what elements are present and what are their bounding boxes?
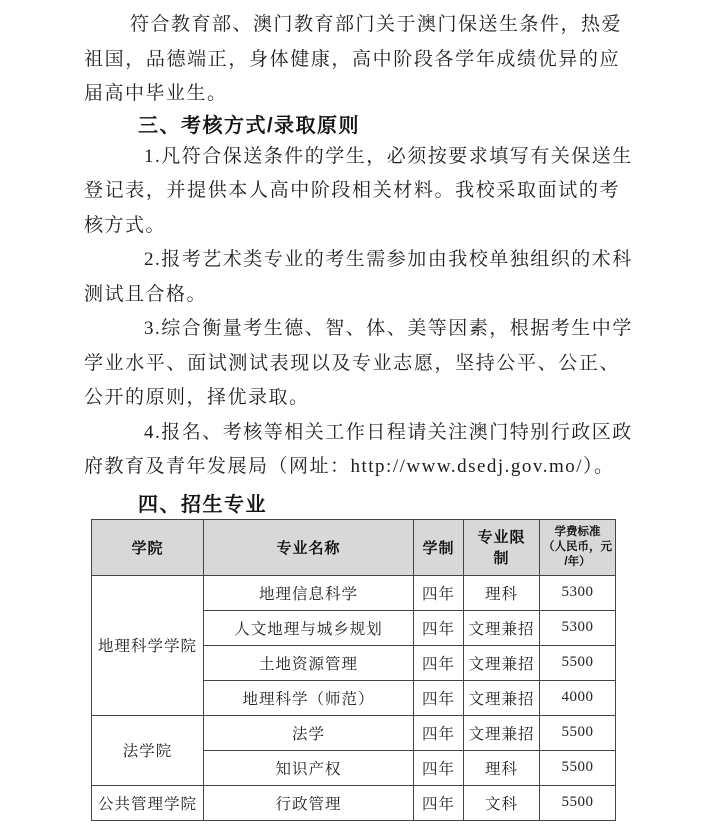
item-line: 3.综合衡量考生德、智、体、美等因素，根据考生中学 (144, 318, 633, 339)
item-line: 测试且合格。 (84, 283, 208, 305)
college-cell: 地理科学学院 (92, 575, 204, 715)
major-name-cell: 土地资源管理 (204, 645, 414, 680)
section-heading-assessment: 三、考核方式/录取原则 (138, 114, 361, 137)
intro-line: 符合教育部、澳门教育部门关于澳门保送生条件，热爱 (130, 14, 623, 35)
header-fee-line: （人民币，元 (543, 540, 612, 553)
major-name-cell: 知识产权 (204, 750, 414, 785)
college-cell: 公共管理学院 (92, 785, 204, 820)
duration-cell: 四年 (414, 575, 464, 610)
duration-cell: 四年 (414, 715, 464, 750)
restriction-cell: 文理兼招 (464, 645, 540, 680)
table-row (92, 785, 616, 820)
restriction-cell: 文科 (464, 785, 540, 820)
major-name-cell: 地理信息科学 (204, 575, 414, 610)
fee-cell: 5500 (540, 645, 616, 680)
header-restriction-line: 专业限 (477, 529, 526, 546)
header-duration: 学制 (414, 519, 464, 575)
item-line: 核方式。 (84, 214, 167, 236)
fee-cell: 5500 (540, 715, 616, 750)
fee-cell: 5500 (540, 785, 616, 820)
header-restriction (464, 519, 540, 575)
duration-cell: 四年 (414, 610, 464, 645)
duration-cell: 四年 (414, 645, 464, 680)
table-row (92, 575, 616, 610)
section-heading-majors: 四、招生专业 (138, 493, 267, 516)
majors-table (91, 519, 616, 821)
duration-cell: 四年 (414, 680, 464, 715)
duration-cell: 四年 (414, 785, 464, 820)
college-cell: 法学院 (92, 715, 204, 785)
restriction-cell: 文理兼招 (464, 610, 540, 645)
major-name-cell: 地理科学（师范） (204, 680, 414, 715)
item-line: 1.凡符合保送条件的学生，必须按要求填写有关保送生 (144, 145, 633, 167)
header-fee-line: /年） (564, 555, 591, 568)
major-name-cell: 行政管理 (204, 785, 414, 820)
assessment-item-2 (84, 243, 633, 312)
table-header-row (92, 519, 616, 575)
restriction-cell: 理科 (464, 575, 540, 610)
restriction-cell: 文理兼招 (464, 715, 540, 750)
assessment-item-1 (84, 140, 633, 244)
restriction-cell: 文理兼招 (464, 680, 540, 715)
header-major-name: 专业名称 (204, 519, 414, 575)
major-name-cell: 法学 (204, 715, 414, 750)
table-row (92, 715, 616, 750)
fee-cell: 4000 (540, 680, 616, 715)
header-college: 学院 (92, 519, 204, 575)
intro-line: 祖国，品德端正，身体健康，高中阶段各学年成绩优异的应 (84, 48, 620, 70)
fee-cell: 5300 (540, 575, 616, 610)
item-line: 登记表，并提供本人高中阶段相关材料。我校采取面试的考 (84, 180, 620, 201)
item-line: 公开的原则，择优录取。 (84, 387, 310, 408)
header-fee-line: 学费标准 (554, 525, 601, 538)
duration-cell: 四年 (414, 750, 464, 785)
item-line: 府教育及青年发展局（网址：http://www.dsedj.gov.mo/）。 (84, 456, 615, 477)
assessment-item-4 (84, 416, 633, 485)
fee-cell: 5300 (540, 610, 616, 645)
intro-line: 届高中毕业生。 (84, 83, 228, 104)
header-fee (540, 519, 616, 575)
item-line: 2.报考艺术类专业的考生需参加由我校单独组织的术科 (144, 249, 633, 270)
major-name-cell: 人文地理与城乡规划 (204, 610, 414, 645)
item-line: 4.报名、考核等相关工作日程请关注澳门特别行政区政 (144, 421, 633, 443)
header-restriction-line: 制 (493, 550, 510, 567)
item-line: 学业水平、面试测试表现以及专业志愿，坚持公平、公正、 (84, 352, 620, 374)
intro-paragraph (84, 8, 623, 112)
restriction-cell: 理科 (464, 750, 540, 785)
assessment-item-3 (84, 312, 633, 416)
fee-cell: 5500 (540, 750, 616, 785)
